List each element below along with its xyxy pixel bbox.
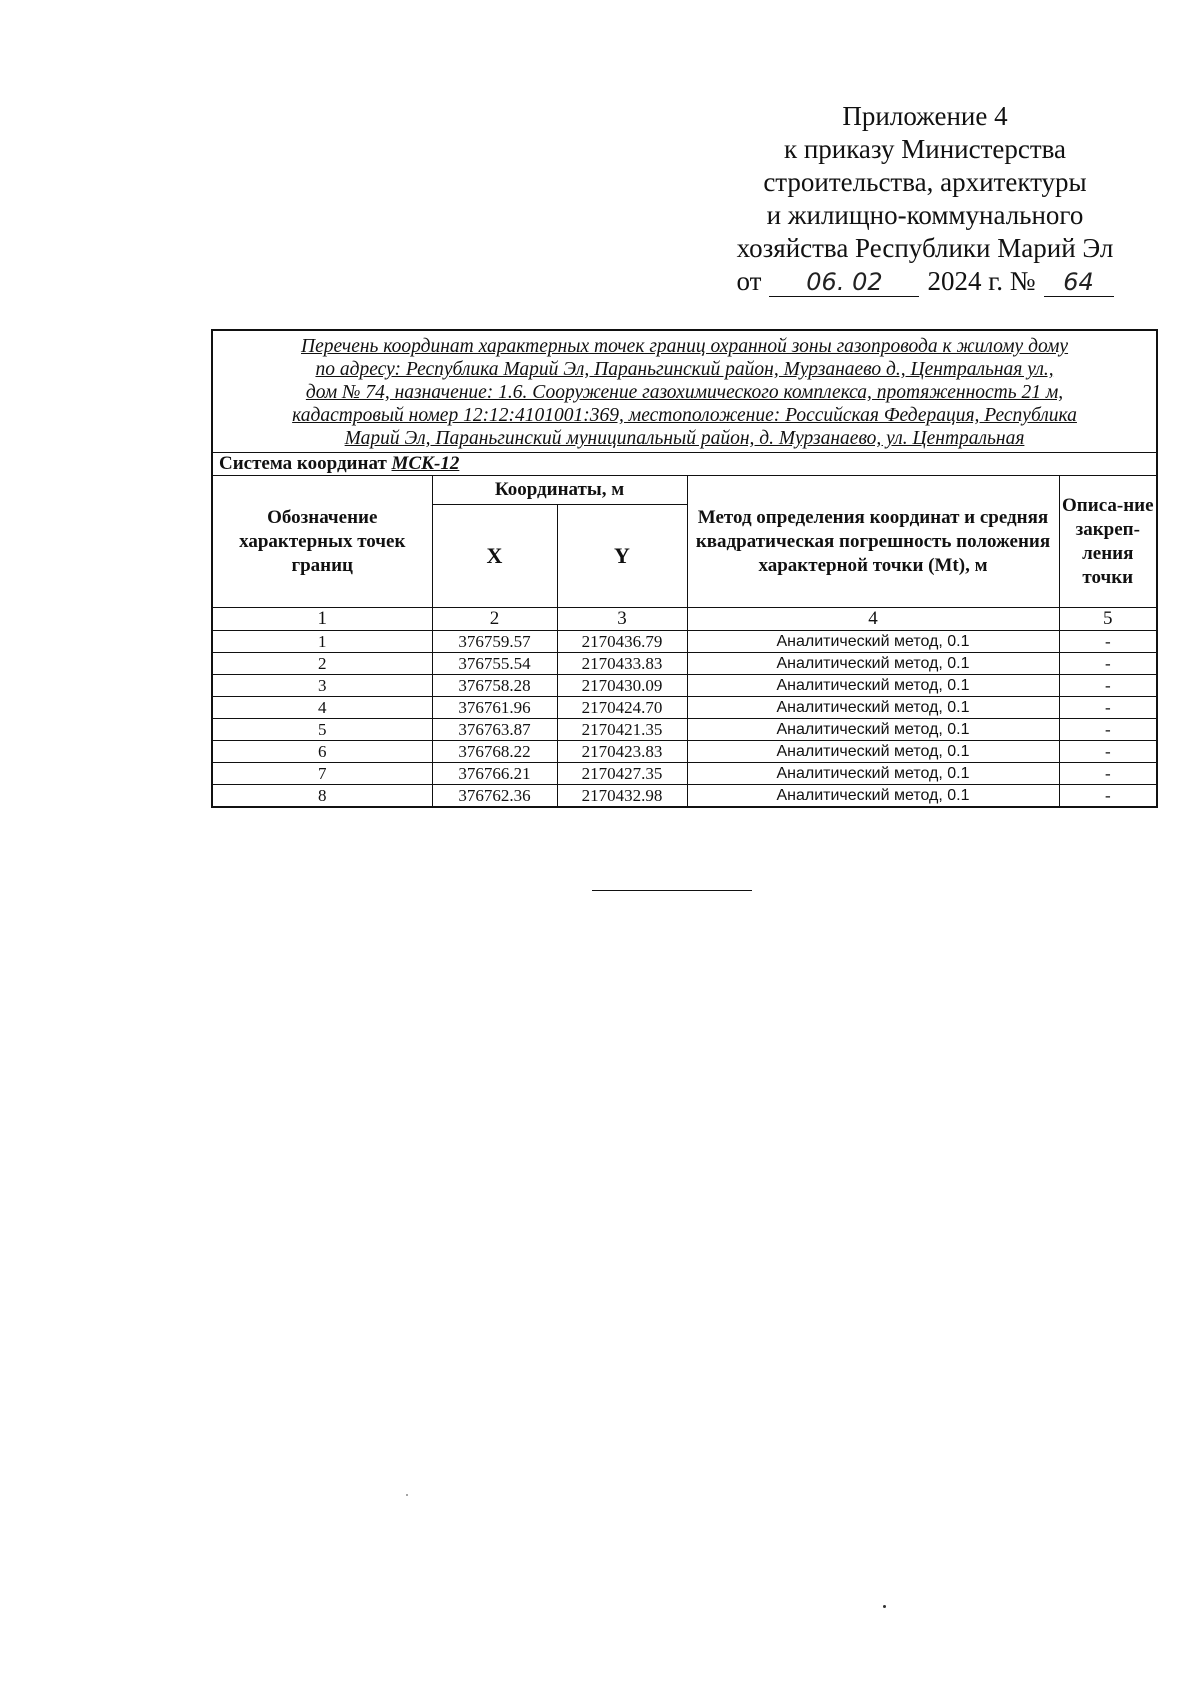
coordinate-system-value: МСК-12: [391, 453, 460, 474]
year-text: 2024 г. №: [927, 266, 1036, 296]
cell-method: Аналитический метод, 0.1: [687, 631, 1059, 653]
cell-x: 376759.57: [432, 631, 557, 653]
cell-x: 376766.21: [432, 763, 557, 785]
cell-x: 376768.22: [432, 741, 557, 763]
cell-description: -: [1059, 785, 1157, 808]
title-line: кадастровый номер 12:12:4101001:369, местоположение: Российская Федерация, Республика: [292, 405, 1077, 426]
cell-point: 7: [212, 763, 432, 785]
cell-x: 376755.54: [432, 653, 557, 675]
coordinate-system-label: Система координат: [219, 453, 392, 474]
cell-description: -: [1059, 675, 1157, 697]
cell-x: 376762.36: [432, 785, 557, 808]
title-line: по адресу: Республика Марий Эл, Параньгинский район, Мурзанаево д., Центральная ул.,: [315, 359, 1054, 380]
table-row: [212, 741, 1157, 763]
cell-description: -: [1059, 697, 1157, 719]
table-row: [212, 763, 1157, 785]
cell-method: Аналитический метод, 0.1: [687, 741, 1059, 763]
title-line: дом № 74, назначение: 1.6. Сооружение газохимического комплекса, протяженность 21 м,: [305, 382, 1064, 403]
header-coordinates: Координаты, м: [432, 476, 687, 505]
column-number: 4: [687, 608, 1059, 631]
cell-x: 376763.87: [432, 719, 557, 741]
cell-x: 376761.96: [432, 697, 557, 719]
order-date-line: [715, 265, 1135, 298]
cell-point: 6: [212, 741, 432, 763]
table-row: [212, 653, 1157, 675]
cell-method: Аналитический метод, 0.1: [687, 763, 1059, 785]
title-line: Марий Эл, Параньгинский муниципальный район, д. Мурзанаево, ул. Центральная: [344, 428, 1025, 449]
cell-y: 2170423.83: [557, 741, 687, 763]
table-row: [212, 675, 1157, 697]
table-title: [212, 330, 1157, 453]
header-point: Обозначение характерных точек границ: [212, 476, 432, 608]
cell-y: 2170432.98: [557, 785, 687, 808]
header-x: X: [432, 505, 557, 608]
cell-y: 2170427.35: [557, 763, 687, 785]
table-row: [212, 785, 1157, 808]
cell-description: -: [1059, 719, 1157, 741]
cell-method: Аналитический метод, 0.1: [687, 675, 1059, 697]
column-number: 3: [557, 608, 687, 631]
cell-y: 2170433.83: [557, 653, 687, 675]
header-y: Y: [557, 505, 687, 608]
scan-speck: [883, 1605, 886, 1608]
cell-point: 8: [212, 785, 432, 808]
table-row: [212, 697, 1157, 719]
coordinates-table-wrapper: [211, 329, 1156, 808]
table-row: [212, 719, 1157, 741]
column-number: 1: [212, 608, 432, 631]
header-description: Описа-ние закреп-ления точки: [1059, 476, 1157, 608]
cell-point: 3: [212, 675, 432, 697]
header-line: Приложение 4: [842, 101, 1008, 131]
cell-y: 2170421.35: [557, 719, 687, 741]
cell-y: 2170430.09: [557, 675, 687, 697]
cell-point: 5: [212, 719, 432, 741]
date-prefix: от: [736, 266, 762, 296]
cell-method: Аналитический метод, 0.1: [687, 719, 1059, 741]
cell-method: Аналитический метод, 0.1: [687, 785, 1059, 808]
end-separator-line: [592, 890, 752, 891]
header-method: Метод определения координат и средняя квадратическая погрешность положения характерной точки (Mt), м: [687, 476, 1059, 608]
cell-x: 376758.28: [432, 675, 557, 697]
handwritten-order-number: 64: [1044, 268, 1114, 297]
coordinates-table: [211, 329, 1158, 808]
cell-description: -: [1059, 763, 1157, 785]
header-line: хозяйства Республики Марий Эл: [736, 233, 1114, 263]
coordinate-system: [212, 453, 1157, 476]
cell-method: Аналитический метод, 0.1: [687, 697, 1059, 719]
header-line: и жилищно-коммунального: [766, 200, 1084, 230]
cell-y: 2170424.70: [557, 697, 687, 719]
cell-point: 2: [212, 653, 432, 675]
cell-y: 2170436.79: [557, 631, 687, 653]
cell-description: -: [1059, 631, 1157, 653]
cell-point: 1: [212, 631, 432, 653]
appendix-header: [715, 100, 1135, 298]
cell-description: -: [1059, 653, 1157, 675]
column-number-row: [212, 608, 1157, 631]
scan-speck: [406, 1494, 408, 1496]
column-number: 5: [1059, 608, 1157, 631]
header-line: строительства, архитектуры: [763, 167, 1087, 197]
column-number: 2: [432, 608, 557, 631]
cell-point: 4: [212, 697, 432, 719]
title-line: Перечень координат характерных точек границ охранной зоны газопровода к жилому дому: [301, 336, 1069, 357]
header-line: к приказу Министерства: [783, 134, 1067, 164]
table-row: [212, 631, 1157, 653]
cell-method: Аналитический метод, 0.1: [687, 653, 1059, 675]
handwritten-date: 06. 02: [769, 268, 919, 297]
cell-description: -: [1059, 741, 1157, 763]
